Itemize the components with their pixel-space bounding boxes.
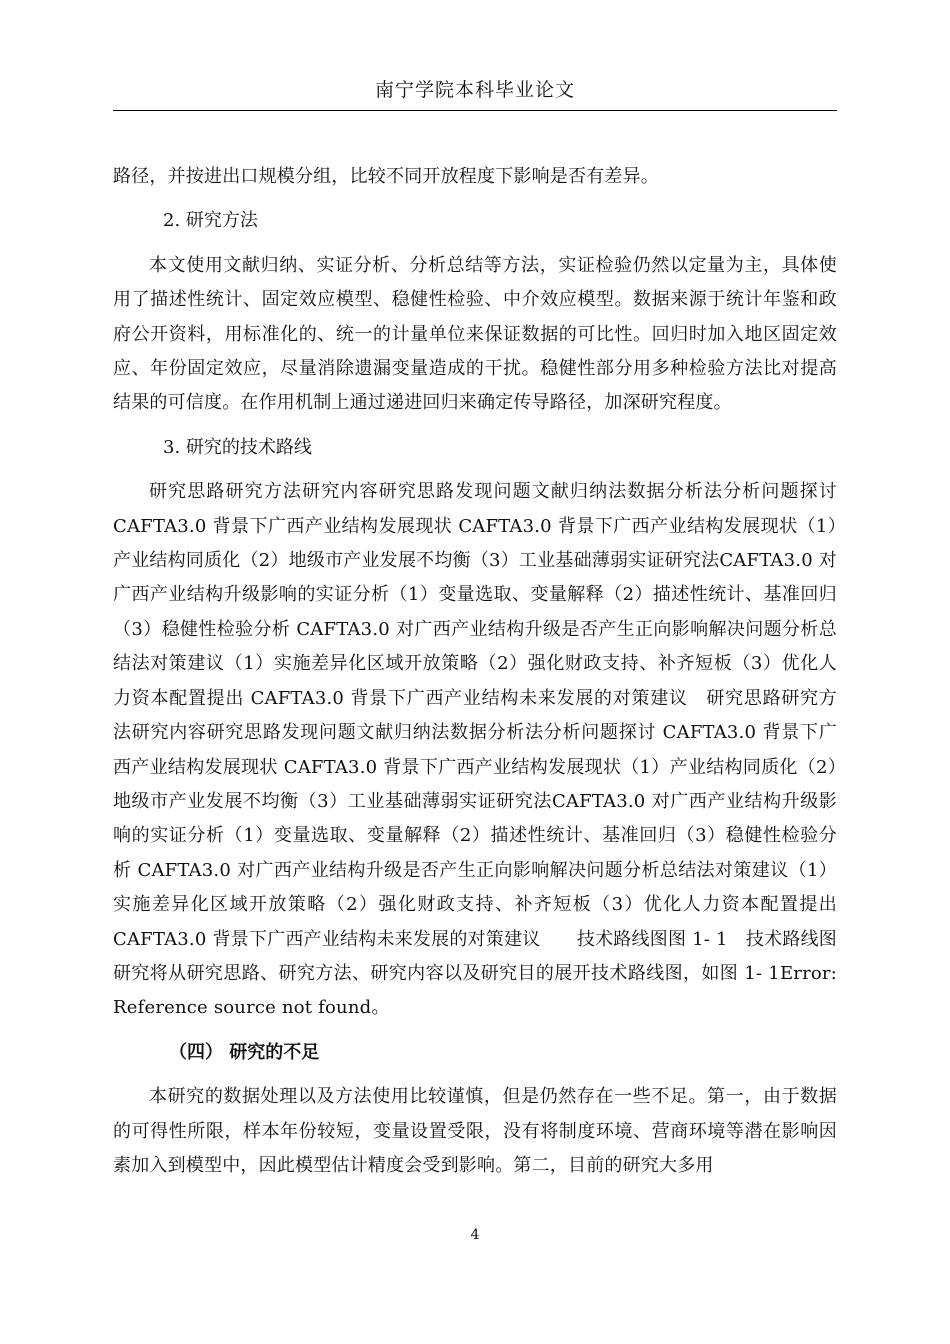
header-divider [113, 110, 837, 111]
section-heading-technical-route: 3. 研究的技术路线 [163, 436, 312, 458]
document-body [113, 160, 837, 1183]
paragraph-limitations: 本研究的数据处理以及方法使用比较谨慎，但是仍然存在一些不足。第一，由于数据的可得性所限，样本年份较短，变量设置受限，没有将制度环境、营商环境等潜在影响因素加入到模型中，因此模型估计精度会受到影响。第二，目前的研究大多用 [113, 1086, 837, 1176]
paragraph-continuation: 路径，并按进出口规模分组，比较不同开放程度下影响是否有差异。 [113, 166, 659, 187]
paragraph-technical-route: 研究思路研究方法研究内容研究思路发现问题文献归纳法数据分析法分析问题探讨 CAFTA3.0 背景下广西产业结构发展现状 CAFTA3.0 背景下广西产业结构发展现状（1）产业结构同质化（2）地级市产业发展不均衡（3）工业基础薄弱实证研究法CAFTA3.0 对广西产业结构升级影响的实证分析（1）变量选取、变量解释（2）描述性统计、基准回归（3）稳健性检验分析 CAFTA3.0 对广西产业结构升级是否产生正向影响解决问题分析总结法对策建议（1）实施差异化区域开放策略（2）强化财政支持、补齐短板（3）优化人力资本配置提出 CAFTA3.0 背景下广西产业结构未来发展的对策建议 研究思路研究方法研究内容研究思路发现问题文献归纳法数据分析法分析问题探讨 CAFTA3.0 背景下广西产业结构发展现状 CAFTA3.0 背景下广西产业结构发展现状（1）产业结构同质化（2）地级市产业发展不均衡（3）工业基础薄弱实证研究法CAFTA3.0 对广西产业结构升级影响的实证分析（1）变量选取、变量解释（2）描述性统计、基准回归（3）稳健性检验分析 CAFTA3.0 对广西产业结构升级是否产生正向影响解决问题分析总结法对策建议（1）实施差异化区域开放策略（2）强化财政支持、补齐短板（3）优化人力资本配置提出 CAFTA3.0 背景下广西产业结构未来发展的对策建议 技术路线图图 1- 1 技术路线图研究将从研究思路、研究方法、研究内容以及研究目的展开技术路线图，如图 1- 1Error: Reference source not found。 [113, 481, 837, 1019]
page-header-title: 南宁学院本科毕业论文 [374, 79, 575, 101]
page-number: 4 [470, 1227, 480, 1243]
paragraph-methods: 本文使用文献归纳、实证分析、分析总结等方法，实证检验仍然以定量为主，具体使用了描述性统计、固定效应模型、稳健性检验、中介效应模型。数据来源于统计年鉴和政府公开资料，用标准化的、统一的计量单位来保证数据的可比性。回归时加入地区固定效应、年份固定效应，尽量消除遗漏变量造成的干扰。稳健性部分用多种检验方法比对提高结果的可信度。在作用机制上通过递进回归来确定传导路径，加深研究程度。 [113, 254, 837, 414]
section-heading-methods: 2. 研究方法 [163, 210, 258, 232]
section-heading-limitations: （四） 研究的不足 [169, 1041, 320, 1063]
